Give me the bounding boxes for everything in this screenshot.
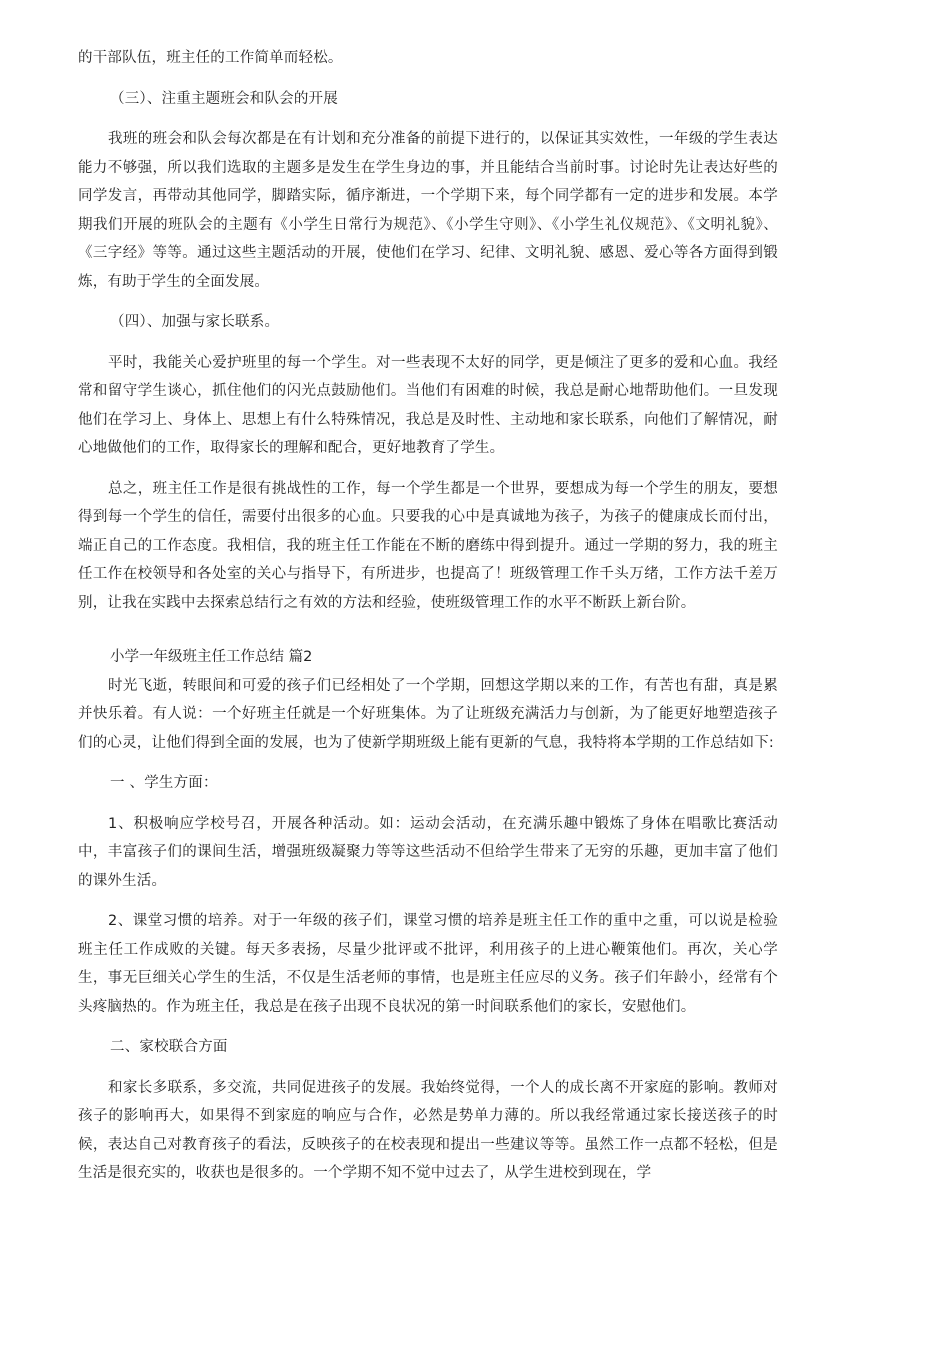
section-heading-students: 一 、学生方面：: [110, 775, 218, 791]
section-heading-3: （三）、注重主题班会和队会的开展: [110, 90, 338, 107]
spacer: [78, 895, 778, 907]
spacer: [78, 73, 778, 85]
spacer: [78, 463, 778, 475]
spacer: [78, 1021, 778, 1033]
article-title-2: 小学一年级班主任工作总结 篇2: [110, 649, 313, 665]
paragraph-parents: 和家长多联系，多交流，共同促进孩子的发展。我始终觉得，一个人的成长离不开家庭的影响。教师对孩子的影响再大，如果得不到家庭的响应与合作，必然是势单力薄的。所以我经常通过家长接送孩子的时候，表达自己对教育孩子的看法，反映孩子的在校表现和提出一些建议等等。虽然工作一点都不轻松，但是生活是很充实的，收获也是很多的。一个学期不知不觉中过去了，从学生进校到现在，学: [78, 1079, 778, 1181]
paragraph-classroom-habits: 2、课堂习惯的培养。对于一年级的孩子们，课堂习惯的培养是班主任工作的重中之重，可以说是检验班主任工作成败的关键。每天多表扬，尽量少批评或不批评，利用孩子的上进心鞭策他们。再次，关心学生，事无巨细关心学生的生活，不仅是生活老师的事情，也是班主任应尽的义务。孩子们年龄小，经常有个头疼脑热的。作为班主任，我总是在孩子出现不良状况的第一时间联系他们的家长，安慰他们。: [78, 913, 778, 1015]
paragraph-conclusion: 总之，班主任工作是很有挑战性的工作，每一个学生都是一个世界，要想成为每一个学生的朋友，要想得到每一个学生的信任，需要付出很多的心血。只要我的心中是真诚地为孩子，为孩子的健康成长而付出，端正自己的工作态度。我相信，我的班主任工作能在不断的磨练中得到提升。通过一学期的努力，我的班主任工作在校领导和各处室的关心与指导下，有所进步，也提高了！班级管理工作千头万绪，工作方法千差万别，让我在实践中去探索总结行之有效的方法和经验，使班级管理工作的水平不断跃上新台阶。: [78, 480, 778, 611]
paragraph-activities: 1、积极响应学校号召，开展各种活动。如：运动会活动，在充满乐趣中锻炼了身体在唱歌比赛活动中，丰富孩子们的课间生活，增强班级凝聚力等等这些活动不但给学生带来了无穷的乐趣，更加丰富了他们的课外生活。: [78, 815, 778, 889]
spacer: [78, 337, 778, 349]
spacer: [78, 617, 778, 643]
spacer: [78, 113, 778, 125]
section-heading-home-school: 二、家校联合方面: [110, 1039, 228, 1055]
document-page: [78, 44, 778, 1188]
spacer: [78, 757, 778, 769]
paragraph-continued: 的干部队伍，班主任的工作简单而轻松。: [78, 50, 343, 66]
section-heading-4: （四）、加强与家长联系。: [110, 314, 280, 330]
paragraph-class-meetings: 我班的班会和队会每次都是在有计划和充分准备的前提下进行的，以保证其实效性，一年级的学生表达能力不够强，所以我们选取的主题多是发生在学生身边的事，并且能结合当前时事。讨论时先让表达好些的同学发言，再带动其他同学，脚踏实际，循序渐进，一个学期下来，每个同学都有一定的进步和发展。本学期我们开展的班队会的主题有《小学生日常行为规范》、《小学生守则》、《小学生礼仪规范》、《文明礼貌》、《三字经》等等。通过这些主题活动的开展，使他们在学习、纪律、文明礼貌、感恩、爱心等各方面得到锻炼，有助于学生的全面发展。: [78, 131, 778, 290]
paragraph-intro-2: 时光飞逝，转眼间和可爱的孩子们已经相处了一个学期，回想这学期以来的工作，有苦也有甜，真是累并快乐着。有人说：一个好班主任就是一个好班集体。为了让班级充满活力与创新，为了能更好地塑造孩子们的心灵，让他们得到全面的发展，也为了使新学期班级上能有更新的气息，我特将本学期的工作总结如下:: [78, 677, 778, 751]
spacer: [78, 1062, 778, 1074]
paragraph-care-students: 平时，我能关心爱护班里的每一个学生。对一些表现不太好的同学，更是倾注了更多的爱和心血。我经常和留守学生谈心，抓住他们的闪光点鼓励他们。当他们有困难的时候，我总是耐心地帮助他们。一旦发现他们在学习上、身体上、思想上有什么特殊情况，我总是及时性、主动地和家长联系，向他们了解情况，耐心地做他们的工作，取得家长的理解和配合，更好地教育了学生。: [78, 354, 778, 456]
spacer: [78, 798, 778, 810]
spacer: [78, 296, 778, 308]
